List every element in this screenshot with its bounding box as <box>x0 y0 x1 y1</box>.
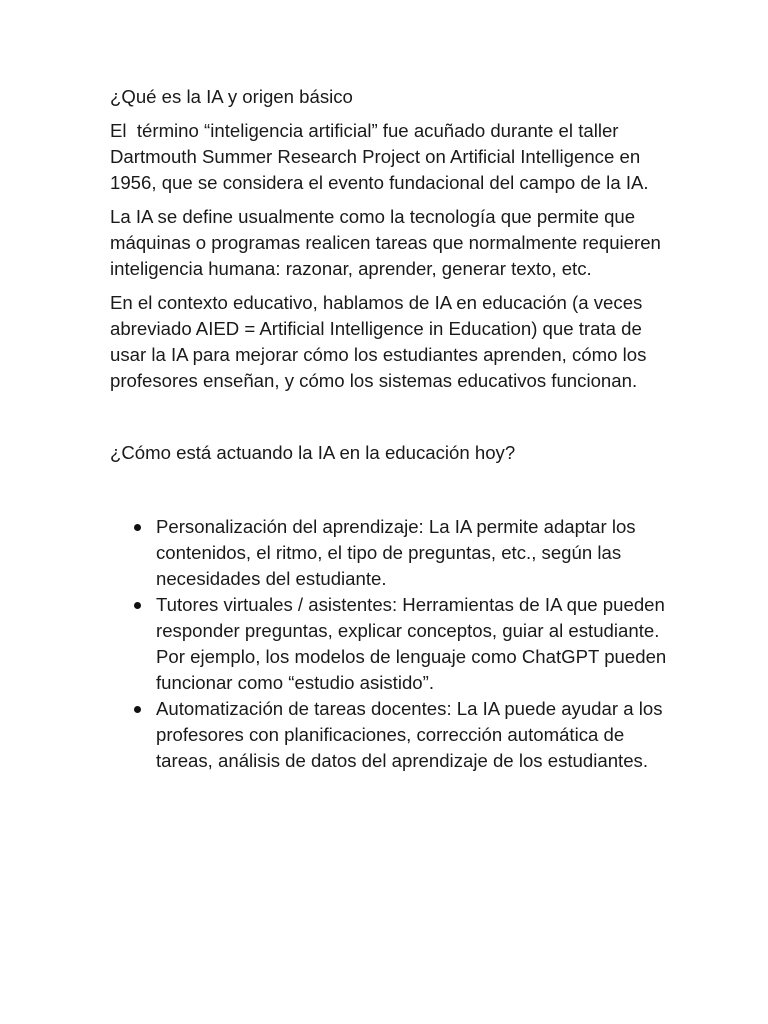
list-item-text: Tutores virtuales / asistentes: Herramientas de IA que pueden responder preguntas, explicar conceptos, guiar al estudiante. Por ejemplo, los modelos de lenguaje como ChatGPT pueden funcionar como “estudio asistido”. <box>156 594 667 693</box>
paragraph-definition: La IA se define usualmente como la tecnología que permite que máquinas o programas realicen tareas que normalmente requieren inteligencia humana: razonar, aprender, generar texto, etc. <box>110 206 667 279</box>
bullet-icon <box>134 524 141 531</box>
section-title-ia-origen: ¿Qué es la IA y origen básico <box>110 86 353 107</box>
list-item-text: Automatización de tareas docentes: La IA puede ayudar a los profesores con planificaciones, corrección automática de tareas, análisis de datos del aprendizaje de los estudiantes. <box>156 698 663 771</box>
document-body <box>110 84 670 774</box>
list-item-text: Personalización del aprendizaje: La IA permite adaptar los contenidos, el ritmo, el tipo de preguntas, etc., según las necesidades del estudiante. <box>156 516 636 589</box>
list-item <box>156 592 670 696</box>
bullet-icon <box>134 602 141 609</box>
bullet-list <box>110 514 670 774</box>
paragraph-aied: En el contexto educativo, hablamos de IA en educación (a veces abreviado AIED = Artificial Intelligence in Education) que trata de usar la IA para mejorar cómo los estudiantes aprenden, cómo los profesores enseñan, y cómo los sistemas educativos funcionan. <box>110 292 652 391</box>
paragraph-origin: El término “inteligencia artificial” fue acuñado durante el taller Dartmouth Summer Research Project on Artificial Intelligence en 1956, que se considera el evento fundacional del campo de la IA. <box>110 120 649 193</box>
spacer <box>110 474 670 514</box>
spacer <box>110 402 670 440</box>
section-title-ia-educacion: ¿Cómo está actuando la IA en la educación hoy? <box>110 442 516 463</box>
list-item <box>156 696 670 774</box>
list-item <box>156 514 670 592</box>
bullet-icon <box>134 706 141 713</box>
